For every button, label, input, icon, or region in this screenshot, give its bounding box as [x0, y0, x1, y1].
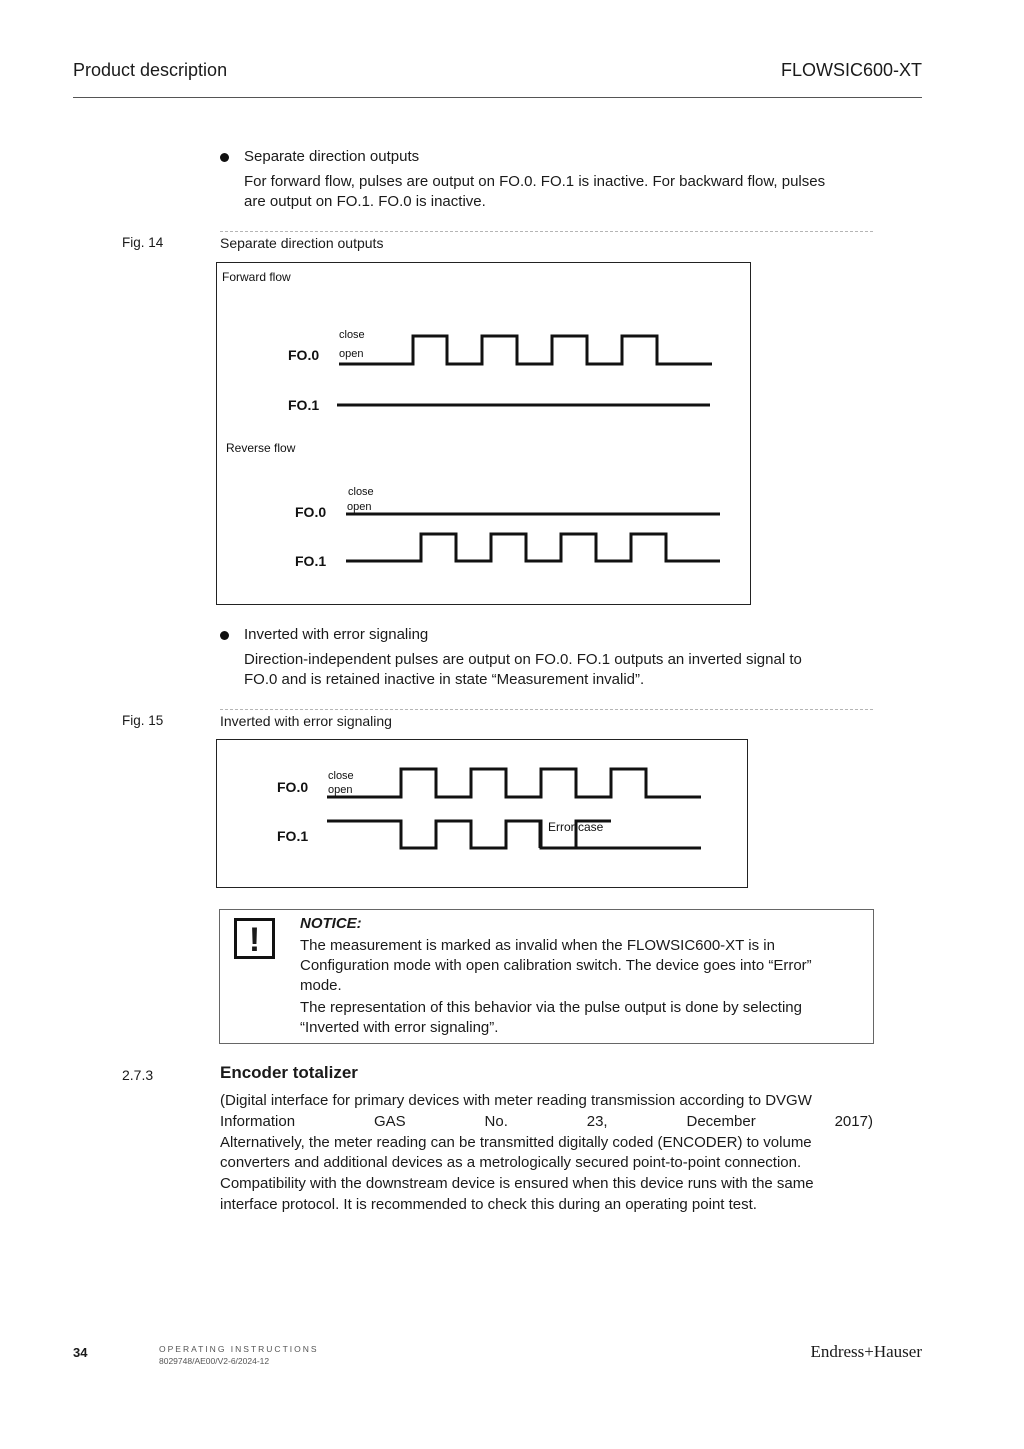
- section-text-line: interface protocol. It is recommended to check this during an operating point test.: [220, 1196, 757, 1213]
- notice-line: The representation of this behavior via the pulse output is done by selecting: [300, 999, 802, 1016]
- notice-line: mode.: [300, 977, 342, 994]
- notice-box: [219, 909, 874, 1044]
- bullet-inverted-error: [220, 626, 820, 646]
- signal-label-fo0: FO.0: [277, 779, 309, 795]
- bullet-description-line: For forward flow, pulses are output on FO.0. FO.1 is inactive. For backward flow, pulses: [244, 173, 826, 190]
- reverse-flow-label: Reverse flow: [226, 441, 296, 455]
- signal-label-fo0: FO.0: [288, 347, 320, 363]
- section-text-line: converters and additional devices as a metrologically secured point-to-point connection.: [220, 1154, 802, 1171]
- open-state-label: open: [328, 784, 353, 796]
- header-section-title: Product description: [73, 60, 228, 80]
- bullet-description: [244, 172, 884, 212]
- header-divider: [73, 97, 922, 98]
- forward-flow-label: Forward flow: [222, 270, 291, 284]
- bullet-separate-direction: [220, 148, 820, 168]
- section-text-line: Compatibility with the downstream device is ensured when this device runs with the same: [220, 1175, 814, 1192]
- section-number: 2.7.3: [122, 1067, 154, 1083]
- section-text-line: (Digital interface for primary devices with meter reading transmission according to DVGW: [220, 1092, 812, 1109]
- figure-label: Fig. 15: [122, 713, 164, 728]
- section-word: No.: [484, 1113, 508, 1130]
- close-state-label: close: [339, 329, 365, 341]
- signal-label-fo1: FO.1: [288, 397, 320, 413]
- exclamation-icon: !: [234, 918, 275, 959]
- diagram-separate-direction: [216, 262, 751, 605]
- figure-divider: [220, 709, 873, 710]
- figure-title: Inverted with error signaling: [220, 713, 392, 729]
- signal-label-fo1: FO.1: [295, 553, 327, 569]
- bullet-description-line: FO.0 and is retained inactive in state “Measurement invalid”.: [244, 671, 645, 688]
- notice-line: The measurement is marked as invalid when the FLOWSIC600-XT is in: [300, 937, 775, 954]
- close-state-label: close: [348, 486, 374, 498]
- figure-label: Fig. 14: [122, 235, 164, 250]
- notice-line: Configuration mode with open calibration switch. The device goes into “Error”: [300, 957, 812, 974]
- bullet-title: Separate direction outputs: [244, 148, 420, 165]
- notice-paragraph: [300, 998, 866, 1038]
- section-word: 2017): [834, 1113, 873, 1130]
- signal-wave-fo1-reverse: [346, 534, 720, 561]
- brand-logo: Endress+Hauser: [810, 1342, 922, 1361]
- document-number: 8029748/AE00/V2-6/2024-12: [159, 1356, 270, 1366]
- bullet-icon: [220, 153, 229, 162]
- signal-label-fo0: FO.0: [295, 504, 327, 520]
- page-number: 34: [73, 1345, 88, 1360]
- diagram-inverted-error: [216, 739, 748, 888]
- signal-label-fo1: FO.1: [277, 828, 309, 844]
- close-state-label: close: [328, 770, 354, 782]
- section-text-line: [220, 1112, 873, 1133]
- document-type: OPERATING INSTRUCTIONS: [159, 1344, 319, 1354]
- diagram-canvas: [217, 740, 747, 887]
- bullet-title: Inverted with error signaling: [244, 626, 429, 643]
- bullet-description-line: Direction-independent pulses are output on FO.0. FO.1 outputs an inverted signal to: [244, 651, 802, 668]
- notice-title: NOTICE:: [300, 915, 362, 932]
- open-state-label: open: [347, 501, 372, 513]
- section-word: Information: [220, 1113, 296, 1130]
- signal-wave-fo0-forward: [339, 336, 712, 364]
- section-text-line: Alternatively, the meter reading can be transmitted digitally coded (ENCODER) to volume: [220, 1134, 812, 1151]
- section-word: GAS: [373, 1113, 406, 1130]
- figure-title: Separate direction outputs: [220, 235, 384, 251]
- notice-line: “Inverted with error signaling”.: [300, 1019, 499, 1036]
- diagram-canvas: [217, 263, 750, 604]
- notice-paragraph: [300, 936, 866, 996]
- error-case-label: Error case: [548, 820, 604, 834]
- bullet-description: [244, 650, 884, 690]
- bullet-description-line: are output on FO.1. FO.0 is inactive.: [244, 193, 486, 210]
- figure-divider: [220, 231, 873, 232]
- open-state-label: open: [339, 348, 364, 360]
- section-word: December: [686, 1113, 756, 1130]
- signal-wave-fo0: [327, 769, 701, 797]
- bullet-icon: [220, 631, 229, 640]
- section-title: Encoder totalizer: [220, 1063, 358, 1082]
- header-product-name: FLOWSIC600-XT: [780, 60, 922, 80]
- section-word: 23,: [586, 1113, 608, 1130]
